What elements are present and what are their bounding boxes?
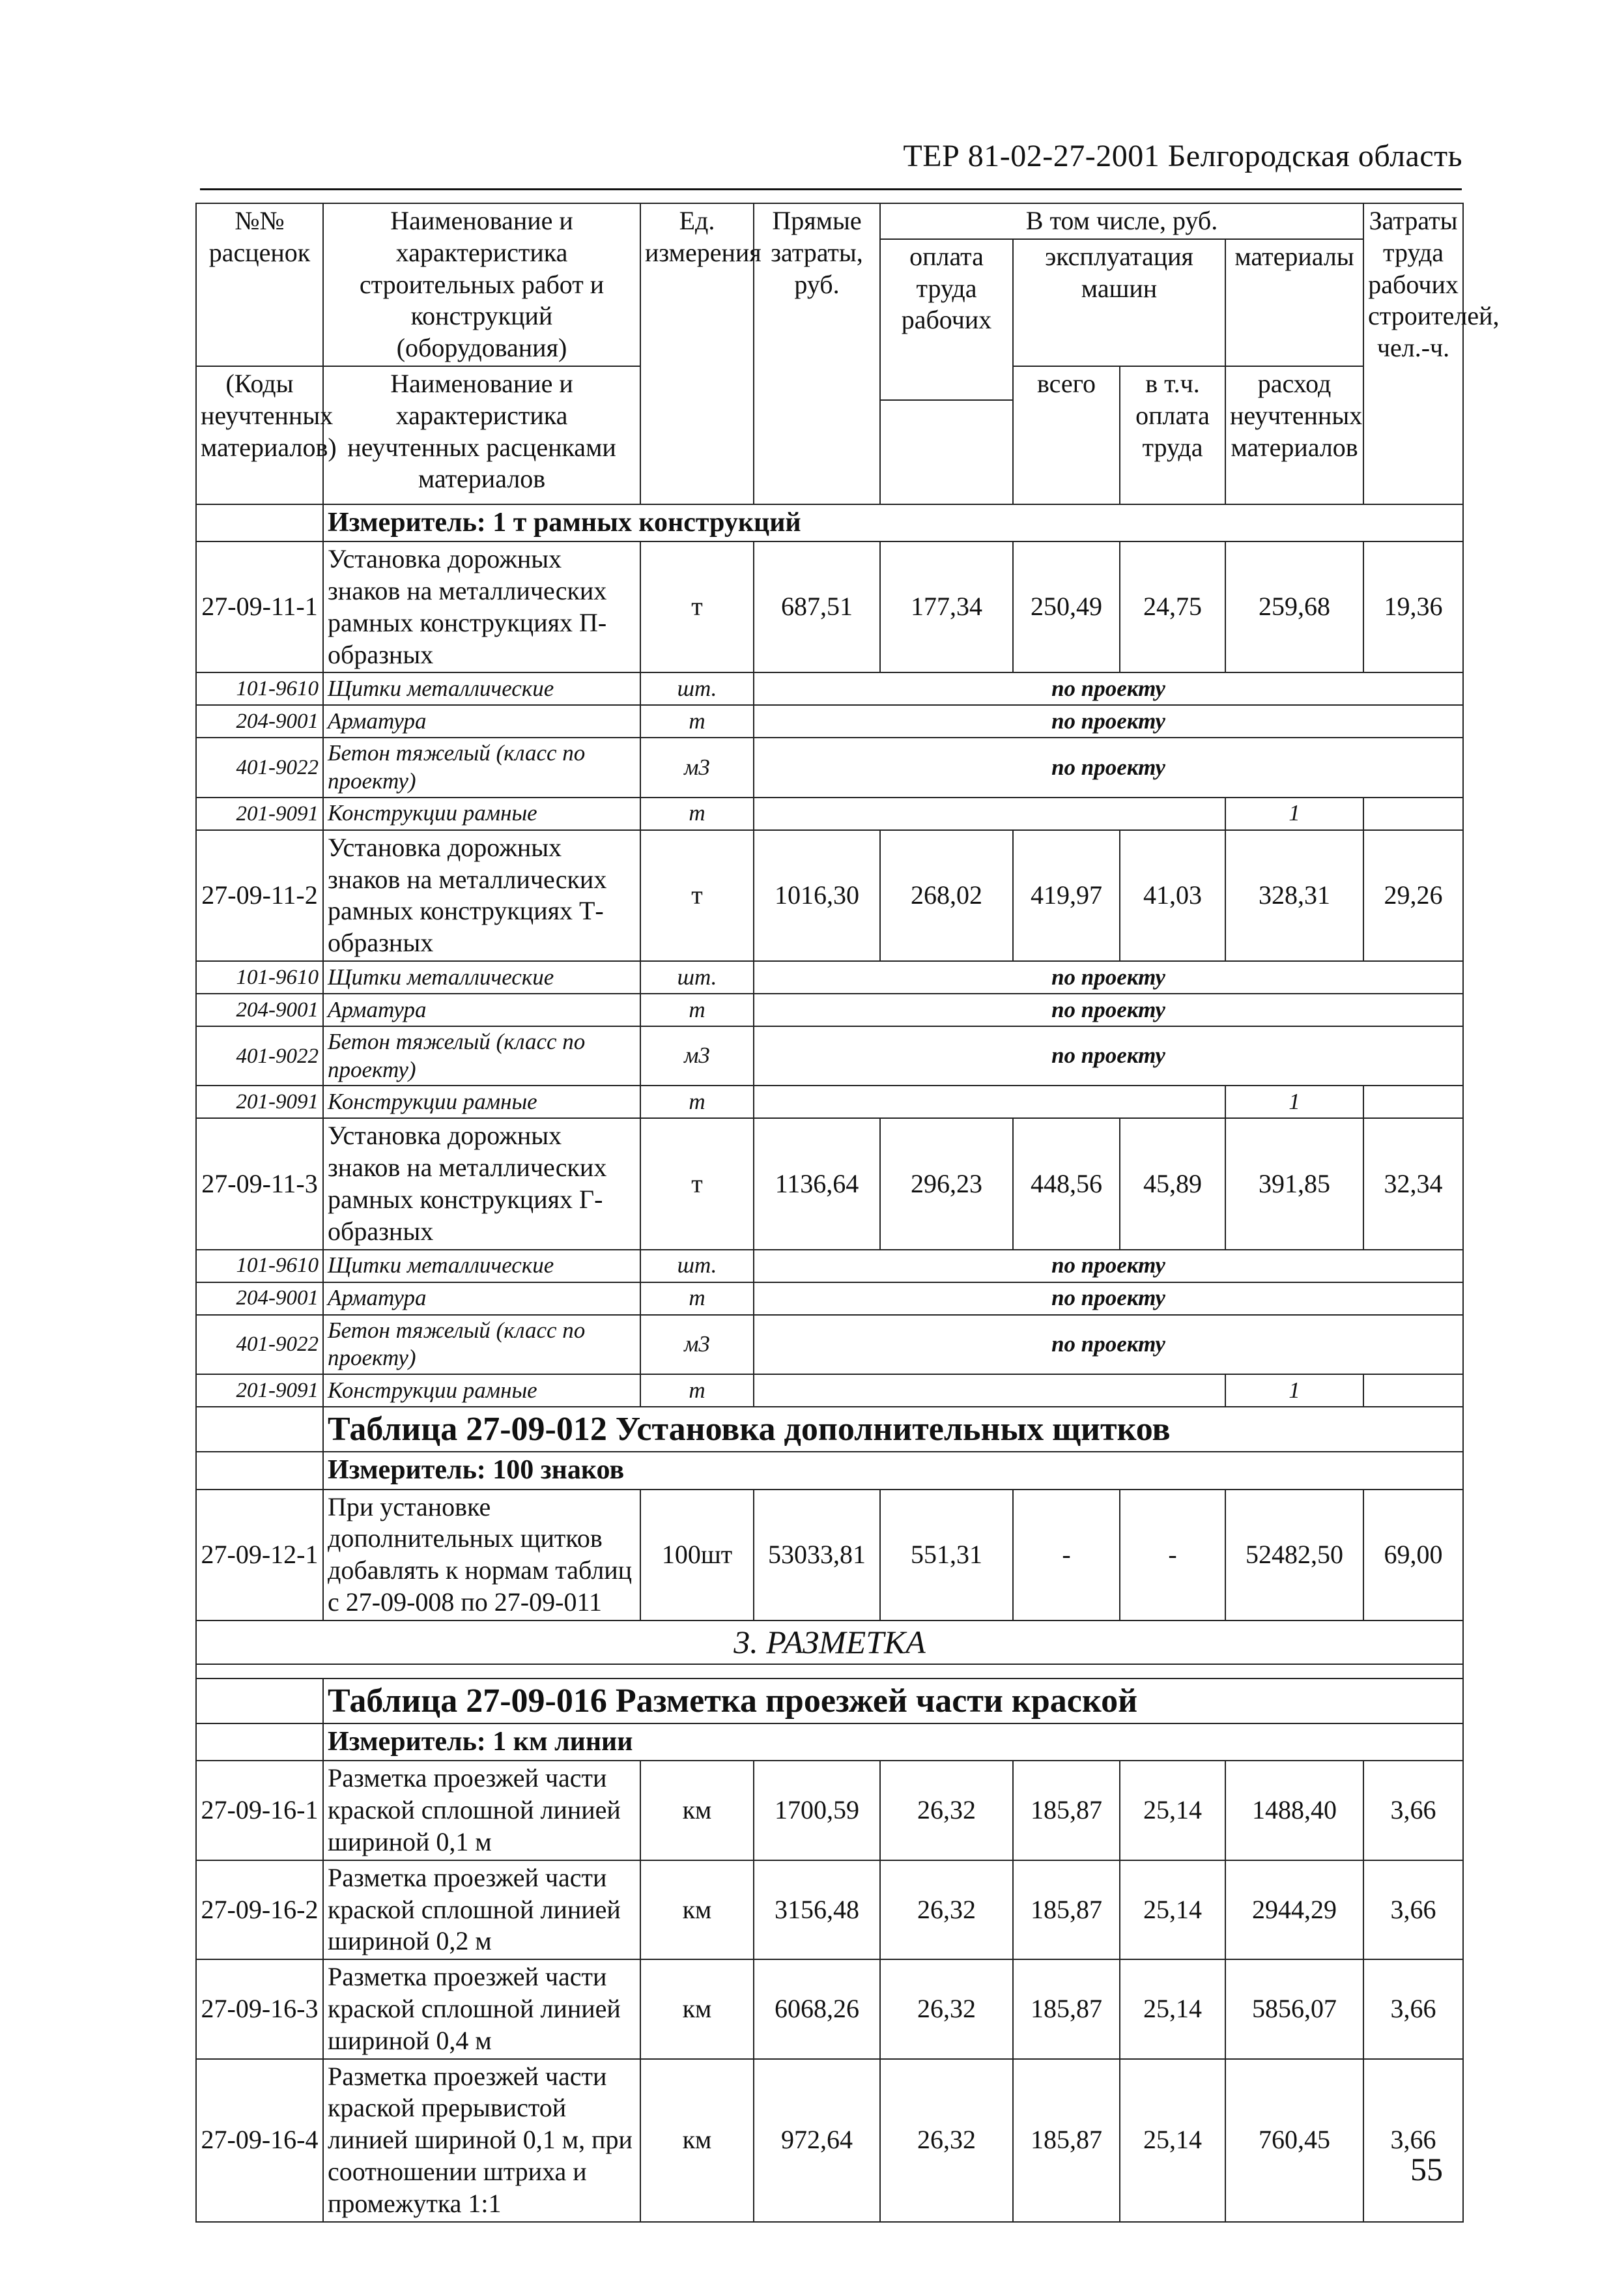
- head-labor: оплата труда рабочих: [880, 239, 1013, 400]
- material-row: [196, 1282, 1463, 1315]
- rate-row: [196, 2059, 1463, 2222]
- rate-code: 27-09-16-4: [196, 2059, 323, 2222]
- rate-row: [196, 541, 1463, 672]
- rate-machine-labor: 24,75: [1120, 541, 1225, 672]
- rate-machines: -: [1013, 1490, 1120, 1621]
- rate-labor: 26,32: [880, 1860, 1013, 1959]
- rate-row: [196, 1118, 1463, 1249]
- material-name: Арматура: [323, 1282, 640, 1315]
- rate-code: 27-09-12-1: [196, 1490, 323, 1621]
- rate-machines: 448,56: [1013, 1118, 1120, 1249]
- material-row: [196, 1086, 1463, 1118]
- rate-machines: 185,87: [1013, 2059, 1120, 2222]
- head-materials-consumption: расход неучтенных материалов: [1225, 366, 1363, 504]
- material-code: 201-9091: [196, 1374, 323, 1407]
- rate-materials: 391,85: [1225, 1118, 1363, 1249]
- rate-direct: 53033,81: [754, 1490, 880, 1621]
- material-unit: м3: [640, 1315, 754, 1374]
- head-direct: Прямые затраты, руб.: [754, 203, 880, 504]
- material-unit: м3: [640, 738, 754, 797]
- rate-name: Разметка проезжей части краской прерывистой линией шириной 0,1 м, при соотношении штриха и промежутка 1:1: [323, 2059, 640, 2222]
- measure-title: Измеритель: 100 знаков: [323, 1452, 1463, 1489]
- rate-unit: т: [640, 830, 754, 961]
- rate-machines: 185,87: [1013, 1959, 1120, 2058]
- rate-hours: 3,66: [1363, 1761, 1463, 1860]
- rate-direct: 1016,30: [754, 830, 880, 961]
- rate-machine-labor: 25,14: [1120, 2059, 1225, 2222]
- rate-row: [196, 830, 1463, 961]
- rate-unit: т: [640, 1118, 754, 1249]
- material-name: Щитки металлические: [323, 961, 640, 994]
- page-number: 55: [1410, 2151, 1443, 2187]
- material-row: [196, 1026, 1463, 1086]
- material-unit: т: [640, 798, 754, 830]
- head-machines-total: всего: [1013, 366, 1120, 504]
- material-note: по проекту: [754, 961, 1463, 994]
- rate-unit: 100шт: [640, 1490, 754, 1621]
- rate-machines: 185,87: [1013, 1761, 1120, 1860]
- material-code: 101-9610: [196, 672, 323, 705]
- rate-code: 27-09-11-2: [196, 830, 323, 961]
- section-title: 3. РАЗМЕТКА: [196, 1621, 1463, 1664]
- material-name: Бетон тяжелый (класс по проекту): [323, 1315, 640, 1374]
- head-name: Наименование и характеристика строительных работ и конструкций (оборудования): [323, 203, 640, 366]
- rate-hours: 32,34: [1363, 1118, 1463, 1249]
- material-code: 401-9022: [196, 1026, 323, 1086]
- section-spacer: [196, 1664, 1463, 1679]
- rate-materials: 2944,29: [1225, 1860, 1363, 1959]
- rate-materials: 5856,07: [1225, 1959, 1363, 2058]
- rate-machines: 250,49: [1013, 541, 1120, 672]
- rate-code: 27-09-16-2: [196, 1860, 323, 1959]
- material-row: [196, 1250, 1463, 1282]
- head-unit: Ед. измерения: [640, 203, 754, 504]
- material-row: [196, 961, 1463, 994]
- material-name: Щитки металлические: [323, 1250, 640, 1282]
- rate-hours: 19,36: [1363, 541, 1463, 672]
- rate-machine-labor: 25,14: [1120, 1761, 1225, 1860]
- rate-machine-labor: 45,89: [1120, 1118, 1225, 1249]
- material-name: Бетон тяжелый (класс по проекту): [323, 1026, 640, 1086]
- measure-title: Измеритель: 1 км линии: [323, 1723, 1463, 1761]
- material-unit: т: [640, 1374, 754, 1407]
- rate-labor: 268,02: [880, 830, 1013, 961]
- rates-table: [195, 203, 1500, 2223]
- material-unit: т: [640, 994, 754, 1026]
- material-name: Арматура: [323, 994, 640, 1026]
- material-note: по проекту: [754, 705, 1463, 738]
- rate-direct: 3156,48: [754, 1860, 880, 1959]
- document-header: ТЕР 81-02-27-2001 Белгородская область: [903, 139, 1462, 173]
- material-row: [196, 1315, 1463, 1374]
- rate-labor: 177,34: [880, 541, 1013, 672]
- rate-unit: км: [640, 1959, 754, 2058]
- material-name: Конструкции рамные: [323, 1086, 640, 1118]
- material-row: [196, 738, 1463, 797]
- rate-name: Установка дорожных знаков на металлических рамных конструкциях Т-образных: [323, 830, 640, 961]
- rate-name: Разметка проезжей части краской сплошной линией шириной 0,1 м: [323, 1761, 640, 1860]
- rate-row: [196, 1490, 1463, 1621]
- rate-materials: 328,31: [1225, 830, 1363, 961]
- rate-materials: 52482,50: [1225, 1490, 1363, 1621]
- material-name: Щитки металлические: [323, 672, 640, 705]
- material-note: по проекту: [754, 1315, 1463, 1374]
- material-qty: 1: [1225, 798, 1363, 830]
- header-rule: [200, 188, 1462, 190]
- rate-hours: 3,66: [1363, 1860, 1463, 1959]
- material-name: Конструкции рамные: [323, 1374, 640, 1407]
- rate-name: Разметка проезжей части краской сплошной линией шириной 0,4 м: [323, 1959, 640, 2058]
- rate-machine-labor: 25,14: [1120, 1860, 1225, 1959]
- rate-name: Разметка проезжей части краской сплошной линией шириной 0,2 м: [323, 1860, 640, 1959]
- rate-unit: км: [640, 1761, 754, 1860]
- rate-direct: 1136,64: [754, 1118, 880, 1249]
- material-unit: шт.: [640, 961, 754, 994]
- table-title: Таблица 27-09-016 Разметка проезжей части краской: [323, 1679, 1463, 1723]
- material-unit: шт.: [640, 1250, 754, 1282]
- material-row: [196, 672, 1463, 705]
- rate-direct: 6068,26: [754, 1959, 880, 2058]
- rate-labor: 26,32: [880, 2059, 1013, 2222]
- rate-hours: 69,00: [1363, 1490, 1463, 1621]
- rate-hours: 3,66: [1363, 2059, 1463, 2222]
- material-name: Конструкции рамные: [323, 798, 640, 830]
- rate-direct: 972,64: [754, 2059, 880, 2222]
- material-note: по проекту: [754, 1026, 1463, 1086]
- rate-name: Установка дорожных знаков на металлических рамных конструкциях Г-образных: [323, 1118, 640, 1249]
- rate-row: [196, 1959, 1463, 2058]
- head-code: №№ расценок: [196, 203, 323, 366]
- rate-machine-labor: 41,03: [1120, 830, 1225, 961]
- rate-materials: 760,45: [1225, 2059, 1363, 2222]
- rate-labor: 26,32: [880, 1959, 1013, 2058]
- rate-machines: 419,97: [1013, 830, 1120, 961]
- table-title: Таблица 27-09-012 Установка дополнительных щитков: [323, 1407, 1463, 1452]
- rate-labor: 26,32: [880, 1761, 1013, 1860]
- rate-code: 27-09-11-1: [196, 541, 323, 672]
- rate-name: Установка дорожных знаков на металлических рамных конструкциях П-образных: [323, 541, 640, 672]
- material-note: по проекту: [754, 1282, 1463, 1315]
- rate-code: 27-09-11-3: [196, 1118, 323, 1249]
- material-note: по проекту: [754, 1250, 1463, 1282]
- rate-machine-labor: 25,14: [1120, 1959, 1225, 2058]
- material-code: 401-9022: [196, 1315, 323, 1374]
- material-row: [196, 1374, 1463, 1407]
- head-labor-blank: [880, 400, 1013, 504]
- material-row: [196, 705, 1463, 738]
- head-machines-labor: в т.ч. оплата труда: [1120, 366, 1225, 504]
- material-code: 101-9610: [196, 1250, 323, 1282]
- rate-name: При установке дополнительных щитков добавлять к нормам таблиц с 27-09-008 по 27-09-011: [323, 1490, 640, 1621]
- material-unit: м3: [640, 1026, 754, 1086]
- rate-machines: 185,87: [1013, 1860, 1120, 1959]
- head-machines: эксплуатация машин: [1013, 239, 1225, 366]
- material-code: 201-9091: [196, 1086, 323, 1118]
- rate-direct: 1700,59: [754, 1761, 880, 1860]
- material-qty: 1: [1225, 1374, 1363, 1407]
- rate-labor: 296,23: [880, 1118, 1013, 1249]
- rate-materials: 1488,40: [1225, 1761, 1363, 1860]
- rate-row: [196, 1860, 1463, 1959]
- material-code: 201-9091: [196, 798, 323, 830]
- material-qty: 1: [1225, 1086, 1363, 1118]
- material-unit: т: [640, 1282, 754, 1315]
- rate-machine-labor: -: [1120, 1490, 1225, 1621]
- material-code: 401-9022: [196, 738, 323, 797]
- material-row: [196, 798, 1463, 830]
- material-note: по проекту: [754, 738, 1463, 797]
- material-note: по проекту: [754, 672, 1463, 705]
- material-code: 204-9001: [196, 1282, 323, 1315]
- material-code: 101-9610: [196, 961, 323, 994]
- rate-code: 27-09-16-1: [196, 1761, 323, 1860]
- material-code: 204-9001: [196, 994, 323, 1026]
- head-name-materials: Наименование и характеристика неучтенных расценками материалов: [323, 366, 640, 504]
- material-note: по проекту: [754, 994, 1463, 1026]
- rate-row: [196, 1761, 1463, 1860]
- head-code-materials: (Коды неучтенных материалов): [196, 366, 323, 504]
- rate-unit: т: [640, 541, 754, 672]
- rate-code: 27-09-16-3: [196, 1959, 323, 2058]
- material-unit: т: [640, 1086, 754, 1118]
- material-code: 204-9001: [196, 705, 323, 738]
- rate-hours: 29,26: [1363, 830, 1463, 961]
- rate-hours: 3,66: [1363, 1959, 1463, 2058]
- material-row: [196, 994, 1463, 1026]
- rate-unit: км: [640, 2059, 754, 2222]
- rate-labor: 551,31: [880, 1490, 1013, 1621]
- rate-unit: км: [640, 1860, 754, 1959]
- measure-title: Измеритель: 1 т рамных конструкций: [323, 504, 1463, 541]
- material-unit: т: [640, 705, 754, 738]
- head-incl: В том числе, руб.: [880, 203, 1363, 239]
- material-name: Бетон тяжелый (класс по проекту): [323, 738, 640, 797]
- material-unit: шт.: [640, 672, 754, 705]
- rate-direct: 687,51: [754, 541, 880, 672]
- material-name: Арматура: [323, 705, 640, 738]
- head-materials: материалы: [1225, 239, 1363, 366]
- rate-materials: 259,68: [1225, 541, 1363, 672]
- head-hours: Затраты труда рабочих строителей, чел.-ч.: [1363, 203, 1463, 504]
